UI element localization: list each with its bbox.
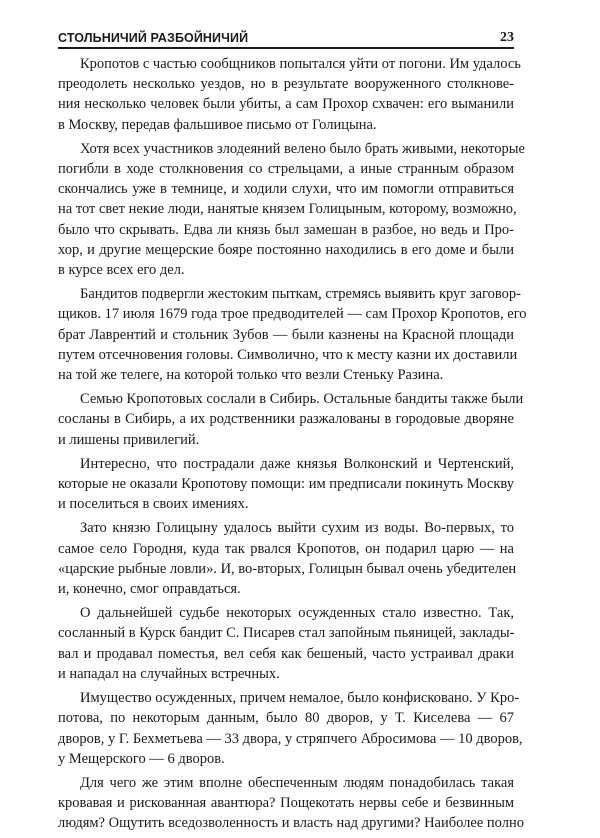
text-line: Семью Кропотовых сослали в Сибирь. Остальные бандиты также были <box>80 391 524 408</box>
text-line: и нападал на случайных встречных. <box>58 665 280 682</box>
text-line: Хотя всех участников злодеяний велено было брать живыми, некоторые <box>80 140 525 157</box>
text-line: Интересно, что пострадали даже князья Волконский и Чертенский, <box>80 455 514 472</box>
text-line: Кропотов с частью сообщников попытался уйти от погони. Им удалось <box>80 56 521 72</box>
text-line: сосланный в Курск бандит С. Писарев стал запойным пьяницей, заклады- <box>58 625 515 642</box>
text-line: брат Лаврентий и стольник Зубов — были казнены на Красной площади <box>58 326 514 343</box>
text-line: было что скрывать. Едва ли князь был замешан в разбое, но ведь и Про- <box>58 221 514 238</box>
body-text <box>58 54 527 838</box>
text-line: в курсе всех его дел. <box>58 262 185 279</box>
text-line: путем отсечновения головы. Символично, что к месту казни их доставили <box>58 346 518 363</box>
running-title: СТОЛЬНИЧИЙ РАЗБОЙНИЧИЙ <box>58 31 249 45</box>
paragraph <box>58 389 524 450</box>
paragraph <box>58 688 523 769</box>
text-line: у Мещерского — 6 дворов. <box>58 750 225 767</box>
text-line: Бандитов подвергли жестоким пыткам, стремясь выявить круг заговор- <box>80 286 521 303</box>
text-line: и поселиться в своих имениях. <box>58 496 249 513</box>
text-line: «царские рыбные ловли». И, во-вторых, Голицын бывал очень убедителен <box>58 560 517 577</box>
text-line: людям? Ощутить вседозволенность и власть над другими? Наиболее полно <box>58 815 524 832</box>
paragraph <box>58 54 521 135</box>
page-header <box>58 30 514 49</box>
text-line: кровавая и рискованная авантюра? Пощекотать нервы себе и безвинным <box>58 795 514 812</box>
text-line: Для чего же этим вполне обеспеченным людям понадобилась такая <box>80 774 514 791</box>
text-line: скончались уже в темнице, и ходили слухи, что им помогли отправиться <box>58 181 514 198</box>
text-line: самое село Городня, куда так рвался Кропотов, он подарил царю — на <box>58 540 514 557</box>
text-line: сосланы в Сибирь, а их родственники разжалованы в городовые дворяне <box>58 411 514 428</box>
text-line: и лишены привилегий. <box>58 431 200 448</box>
text-line: преодолеть несколько уездов, но в результате вооруженного столкнове- <box>58 76 514 93</box>
text-line: потова, по некоторым данным, было 80 дворов, у Т. Киселева — 67 <box>58 710 514 727</box>
text-line: и, конечно, смог оправдаться. <box>58 581 241 598</box>
text-line: которые не оказали Кропотову помощи: им предписали покинуть Москву <box>58 476 514 493</box>
text-line: ния несколько человек были убиты, а сам Прохор схвачен: его выманили <box>58 96 514 113</box>
page-number: 23 <box>500 30 514 45</box>
paragraph <box>58 518 517 599</box>
text-line: в Москву, передав фальшивое письмо от Голицына. <box>58 116 377 133</box>
paragraph <box>58 284 527 385</box>
text-line: погибли в ходе столкновения со стрельцами, а иные странным образом <box>58 161 514 178</box>
text-line: щиков. 17 июля 1679 года трое предводителей — сам Прохор Кропотов, его <box>58 306 527 323</box>
text-line: О дальнейшей судьбе некоторых осужденных стало известно. Так, <box>80 605 514 622</box>
text-line: на тот свет некие люди, нанятые князем Голицыным, которому, возможно, <box>58 201 517 218</box>
text-line: Имущество осужденных, причем немалое, было конфисковано. У Кро- <box>80 690 520 707</box>
text-line: вал и продавал поместья, вел себя как бешеный, часто устраивал драки <box>58 645 514 662</box>
text-line: Зато князю Голицыну удалось выйти сухим из воды. Во-первых, то <box>80 520 514 537</box>
paragraph <box>58 454 514 515</box>
text-line: на той же телеге, на которой только что везли Стеньку Разина. <box>58 367 444 384</box>
paragraph <box>58 773 524 834</box>
text-line: дворов, у Г. Бехметьева — 33 двора, у стряпчего Абросимова — 10 дворов, <box>58 730 523 747</box>
text-line: хор, и другие мещерские бояре постоянно находились в его доме и были <box>58 241 514 258</box>
paragraph <box>58 139 525 280</box>
paragraph <box>58 603 514 684</box>
